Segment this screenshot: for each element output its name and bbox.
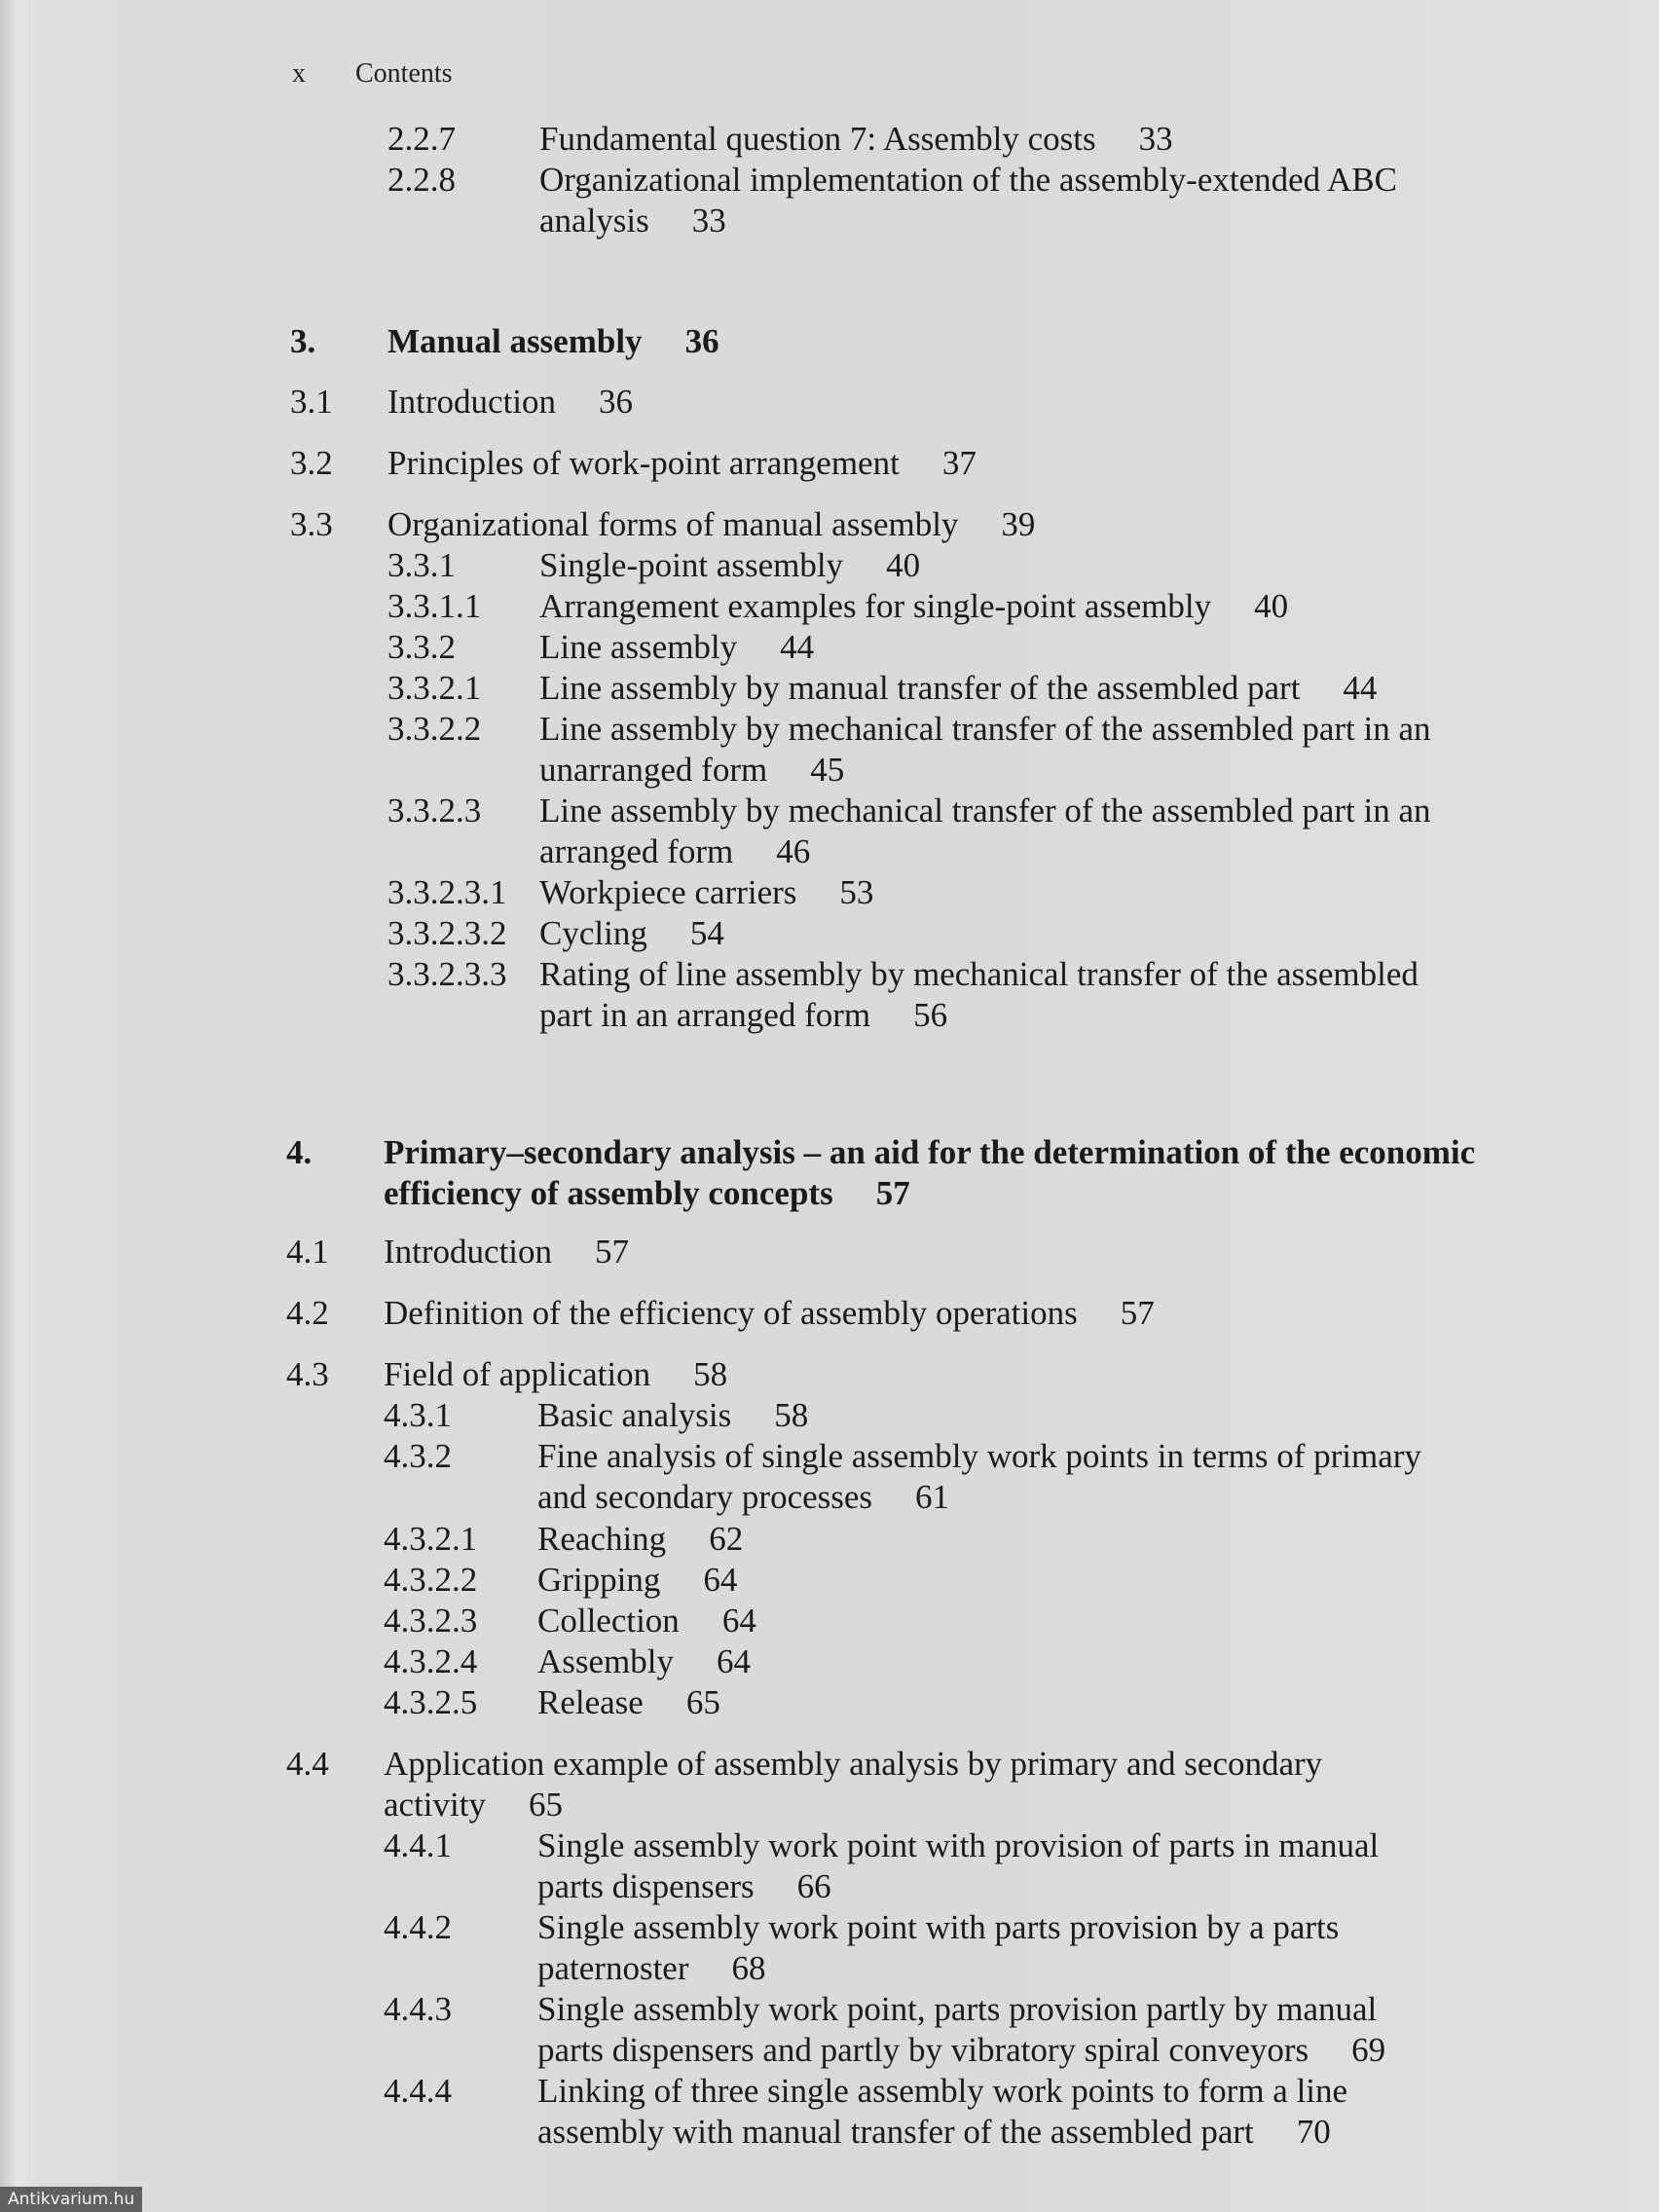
section-title [537,1682,720,1723]
section-number: 3. [290,322,316,360]
section-number: 3.1 [290,383,333,421]
page-number: 57 [595,1233,630,1271]
title-line: Principles of work-point arrangement 37 [387,444,977,482]
section-title [537,1436,1421,1518]
section-number: 4.2 [286,1294,329,1332]
section-title [387,443,977,484]
running-title: Contents [355,58,453,89]
page-number: 36 [599,383,634,421]
watermark-logo: Antikvarium.hu [0,2187,142,2212]
title-line: Arrangement examples for single-point assembly 40 [539,587,1289,625]
title-line: Fundamental question 7: Assembly costs 33 [539,120,1173,158]
title-line: Collection 64 [537,1602,756,1640]
title-line: Cycling 54 [539,914,724,952]
page-number: 70 [1296,2113,1331,2151]
section-title [387,382,633,423]
section-number: 4.3.2.3 [384,1602,478,1640]
section-title [537,2071,1347,2153]
section-title [384,1232,629,1272]
page-number: 33 [1138,120,1173,158]
title-line: and secondary processes 61 [537,1478,950,1516]
title-line: Fine analysis of single assembly work points in terms of primary [537,1437,1421,1475]
title-line: unarranged form 45 [539,751,845,789]
section-number: 3.3.2.3.1 [387,873,507,911]
section-number: 4.4.4 [384,2072,452,2110]
title-line: paternoster 68 [537,1949,766,1987]
page-number: 40 [886,546,921,584]
title-line: parts dispensers and partly by vibratory spiral conveyors 69 [537,2031,1386,2069]
section-title [539,954,1419,1036]
page-number: 58 [693,1355,728,1393]
section-number: 3.3.2.3.3 [387,955,507,993]
section-title [537,1989,1385,2071]
section-title [539,709,1431,791]
section-number: 4.4.2 [384,1908,452,1946]
section-title [539,586,1288,627]
page-number: 66 [796,1867,831,1905]
section-title [537,1519,743,1560]
section-title [387,321,719,362]
title-line: Release 65 [537,1683,720,1721]
section-number: 2.2.8 [387,161,456,199]
section-number: 3.3.2.1 [387,669,482,707]
page-number: 64 [717,1642,751,1680]
section-title [539,160,1397,241]
title-line: parts dispensers 66 [537,1867,831,1905]
section-title [539,668,1377,709]
section-title [384,1132,1475,1214]
page-number: 45 [810,751,845,789]
title-line: efficiency of assembly concepts 57 [384,1174,910,1212]
section-number: 4.4.1 [384,1826,452,1864]
section-number: 4.3 [286,1355,329,1393]
section-title [539,791,1431,872]
page-number: 53 [839,873,874,911]
page-number: 62 [709,1520,744,1558]
section-number: 4.1 [286,1233,329,1271]
section-number: 4.3.2.5 [384,1683,478,1721]
title-line: Basic analysis 58 [537,1396,809,1434]
section-number: 3.3.1.1 [387,587,482,625]
section-title [539,627,814,668]
page-number: 40 [1254,587,1289,625]
page-number: 44 [780,628,815,666]
section-number: 3.2 [290,444,333,482]
section-title [537,1560,737,1601]
title-line: Introduction 36 [387,383,634,421]
section-number: 3.3.2.2 [387,710,482,748]
page-number: 65 [685,1683,720,1721]
title-line: analysis 33 [539,202,726,240]
title-line: Line assembly 44 [539,628,815,666]
section-title [539,872,873,913]
section-title [537,1395,808,1436]
page-number: 37 [941,444,977,482]
section-number: 4.4.3 [384,1990,452,2028]
section-title [537,1601,756,1641]
page-number: 61 [915,1478,950,1516]
section-title [537,1907,1339,1989]
page-number: 69 [1351,2031,1386,2069]
section-title [384,1293,1155,1334]
title-line: Workpiece carriers 53 [539,873,874,911]
title-line: Single assembly work point with parts provision by a parts [537,1908,1340,1946]
title-line: Introduction 57 [384,1233,630,1271]
title-line: Gripping 64 [537,1561,738,1599]
section-title [384,1744,1322,1825]
title-line: arranged form 46 [539,832,811,870]
title-line: Primary–secondary analysis – an aid for the determination of the economic [384,1133,1476,1171]
page-number: 54 [689,914,724,952]
title-line: Field of application 58 [384,1355,728,1393]
title-line: Single-point assembly 40 [539,546,921,584]
title-line: Line assembly by mechanical transfer of the assembled part in an [539,792,1431,830]
title-line: Assembly 64 [537,1642,751,1680]
section-number: 4.3.2.2 [384,1561,478,1599]
title-line: assembly with manual transfer of the assembled part 70 [537,2113,1331,2151]
page-number: 39 [1001,505,1036,543]
section-number: 4.4 [286,1745,329,1783]
page-number: 33 [691,202,726,240]
running-header [292,58,453,90]
section-title [537,1825,1379,1907]
page-number: 57 [1120,1294,1155,1332]
page-number: 44 [1343,669,1378,707]
page-numeral: x [292,58,306,89]
page-number: 64 [703,1561,738,1599]
section-title [384,1354,727,1395]
section-number: 2.2.7 [387,120,456,158]
page-number: 46 [776,832,811,870]
title-line: Rating of line assembly by mechanical transfer of the assembled [539,955,1419,993]
section-number: 4.3.2 [384,1437,452,1475]
title-line: Line assembly by manual transfer of the assembled part 44 [539,669,1378,707]
section-number: 3.3.1 [387,546,456,584]
section-number: 3.3.2 [387,628,456,666]
page-number: 65 [528,1786,563,1824]
page-number: 68 [731,1949,766,1987]
section-title [387,504,1035,545]
section-number: 4. [286,1133,313,1171]
title-line: Single assembly work point, parts provision partly by manual [537,1990,1378,2028]
title-line: Definition of the efficiency of assembly operations 57 [384,1294,1155,1332]
section-number: 3.3 [290,505,333,543]
title-line: Single assembly work point with provision of parts in manual [537,1826,1380,1864]
section-number: 3.3.2.3 [387,792,482,830]
page-number: 57 [875,1174,910,1212]
title-line: part in an arranged form 56 [539,996,948,1034]
section-number: 3.3.2.3.2 [387,914,507,952]
title-line: activity 65 [384,1786,563,1824]
section-number: 4.3.2.4 [384,1642,478,1680]
section-title [537,1641,751,1682]
title-line: Manual assembly 36 [387,322,719,360]
section-title [539,119,1173,160]
section-title [539,545,920,586]
title-line: Organizational implementation of the assembly-extended ABC [539,161,1397,199]
title-line: Application example of assembly analysis by primary and secondary [384,1745,1323,1783]
title-line: Line assembly by mechanical transfer of the assembled part in an [539,710,1431,748]
title-line: Linking of three single assembly work points to form a line [537,2072,1348,2110]
page-number: 64 [721,1602,756,1640]
section-number: 4.3.2.1 [384,1520,478,1558]
page-number: 58 [774,1396,809,1434]
title-line: Reaching 62 [537,1520,744,1558]
title-line: Organizational forms of manual assembly 39 [387,505,1036,543]
page-number: 36 [684,322,719,360]
page-number: 56 [913,996,948,1034]
section-title [539,913,724,954]
section-number: 4.3.1 [384,1396,452,1434]
